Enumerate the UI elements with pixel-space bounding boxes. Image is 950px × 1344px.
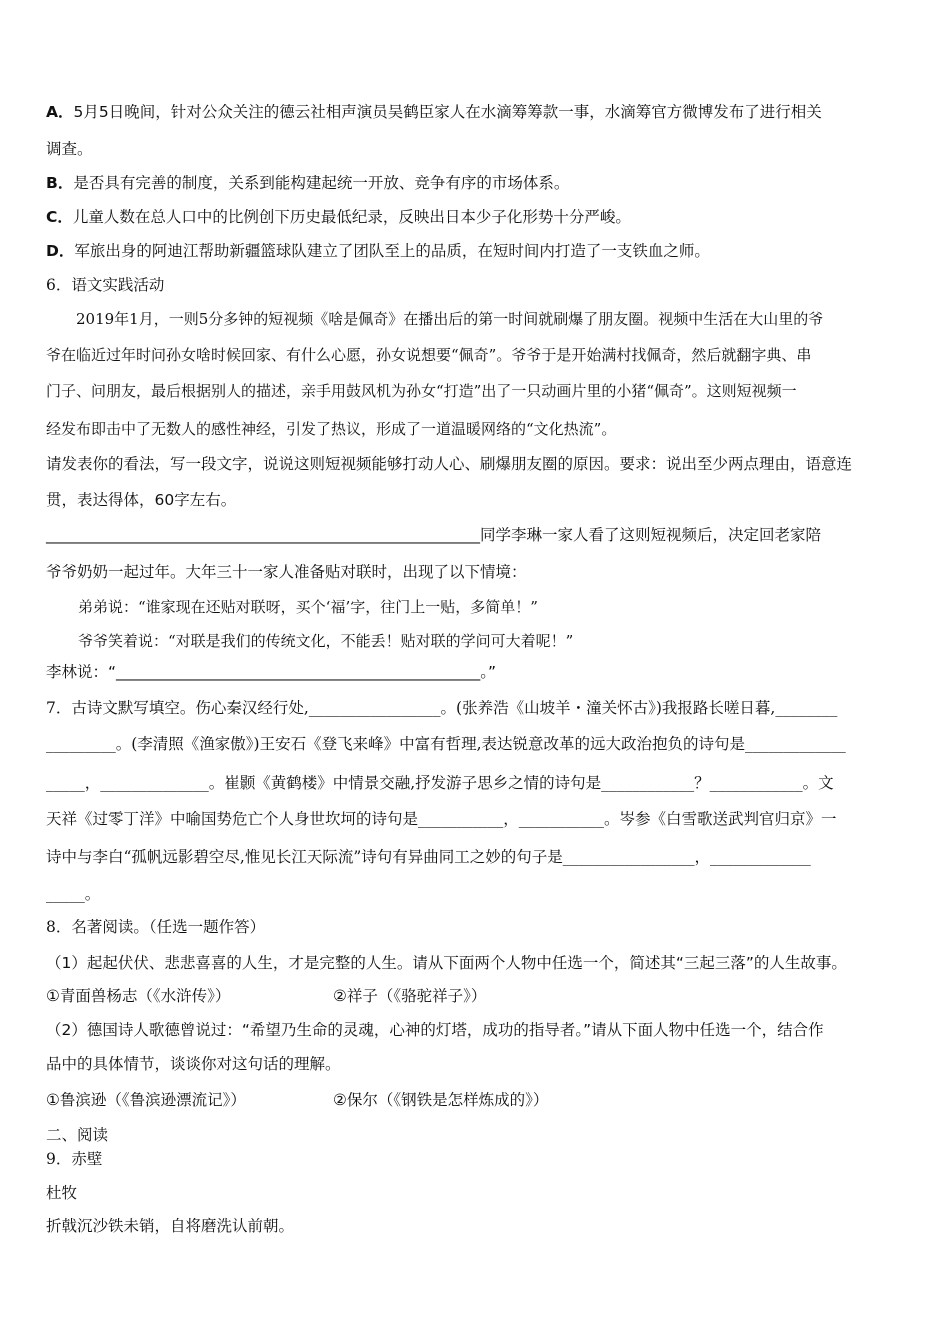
- q6-continuation: 爷爷奶奶一起过年。大年三十一家人准备贴对联时，出现了以下情境：: [46, 563, 527, 581]
- q6-passage-line3: 门子、问朋友，最后根据别人的描述，亲手用鼓风机为孙女“打造”出了一只动画片里的小猪“佩奇”。这则短视频一: [46, 382, 797, 400]
- q7-line3: _____，______________。崔颢《黄鹤楼》中情景交融,抒发游子思乡之情的诗句是____________？____________。文: [46, 774, 834, 792]
- q7-line5: 诗中与李白“孤帆远影碧空尽,惟见长江天际流”诗句有异曲同工之妙的句子是_________________，_____________: [46, 848, 811, 866]
- q5-option-a-label: A．: [46, 103, 74, 121]
- q5-option-c-text: 儿童人数在总人口中的比例创下历史最低纪录，反映出日本少子化形势十分严峻。: [72, 208, 631, 226]
- q6-grandpa-quote: 爷爷笑着说：“对联是我们的传统文化，不能丢！贴对联的学问可大着呢！”: [78, 632, 574, 650]
- q8-sub1-option2: ②祥子（《骆驼祥子》）: [333, 987, 487, 1005]
- q5-option-c: [46, 206, 631, 228]
- q8-sub2-line2: 品中的具体情节，谈谈你对这句话的理解。: [46, 1055, 341, 1073]
- q6-passage-line2: 爷在临近过年时问孙女啥时候回家、有什么心愿，孙女说想要“佩奇”。爷爷于是开始满村找佩奇，然后就翻字典、串: [46, 346, 812, 364]
- q7-line2: _________。(李清照《渔家傲》)王安石《登飞来峰》中富有哲理,表达锐意改革的远大政治抱负的诗句是_____________: [46, 735, 846, 753]
- q5-option-a-line1: [46, 101, 822, 123]
- q8-title: 8．名著阅读。（任选一题作答）: [46, 918, 266, 936]
- q6-passage-line1: 2019年1月，一则5分多钟的短视频《啥是佩奇》在播出后的第一时间就刷爆了朋友圈。视频中生活在大山里的爷: [76, 310, 824, 328]
- q5-option-d-label: D．: [46, 242, 75, 260]
- q5-option-c-label: C．: [46, 208, 73, 226]
- q5-option-b-label: B．: [46, 174, 74, 192]
- q9-title: 9．赤壁: [46, 1150, 103, 1168]
- poem-author: 杜牧: [46, 1184, 78, 1202]
- q6-passage-line4: 经发布即击中了无数人的感性神经，引发了热议，形成了一道温暖网络的“文化热流”。: [46, 420, 617, 438]
- q6-answer-blank-line: ________________________________________________________同学李琳一家人看了这则短视频后，决定回老家陪: [46, 526, 822, 544]
- q6-brother-quote: 弟弟说：“谁家现在还贴对联呀，买个‘福’字，往门上一贴，多简单！”: [78, 598, 538, 616]
- section-two-title: 二、阅读: [46, 1126, 109, 1144]
- q6-title: 6．语文实践活动: [46, 276, 165, 294]
- q8-sub2-option1: ①鲁滨逊（《鲁滨逊漂流记》）: [46, 1091, 246, 1109]
- q8-sub2-line1: （2）德国诗人歌德曾说过：“希望乃生命的灵魂，心神的灯塔，成功的指导者。”请从下面人物中任选一个，结合作: [46, 1021, 824, 1039]
- q7-line1: 7．古诗文默写填空。伤心秦汉经行处,_________________。(张养浩《山坡羊・潼关怀古》)我报路长嗟日暮,________: [46, 699, 838, 717]
- q5-option-d-text: 军旅出身的阿迪江帮助新疆篮球队建立了团队至上的品质，在短时间内打造了一支铁血之师。: [74, 242, 710, 260]
- q5-option-a-text: 5月5日晚间，针对公众关注的德云社相声演员吴鹤臣家人在水滴筹筹款一事，水滴筹官方微博发布了进行相关: [73, 103, 822, 121]
- q5-option-b-text: 是否具有完善的制度，关系到能构建起统一开放、竞争有序的市场体系。: [73, 174, 570, 192]
- q5-option-a-line2: 调查。: [46, 140, 93, 158]
- q7-line4: 天祥《过零丁洋》中喻国势危亡个人身世坎坷的诗句是___________，___________。岑参《白雪歌送武判官归京》一: [46, 810, 837, 828]
- q8-sub1-option1: ①青面兽杨志（《水浒传》）: [46, 987, 231, 1005]
- poem-verse1: 折戟沉沙铁未销，自将磨洗认前朝。: [46, 1217, 295, 1235]
- q8-sub2-option2: ②保尔（《钢铁是怎样炼成的》）: [333, 1091, 549, 1109]
- q5-option-d: [46, 240, 710, 262]
- q6-requirement-line1: 请发表你的看法，写一段文字，说说这则短视频能够打动人心、刷爆朋友圈的原因。要求：说出至少两点理由，语意连: [46, 455, 853, 473]
- q5-option-b: [46, 172, 569, 194]
- q8-sub1: （1）起起伏伏、悲悲喜喜的人生，才是完整的人生。请从下面两个人物中任选一个，简述其“三起三落”的人生故事。: [46, 954, 847, 972]
- q6-requirement-line2: 贯，表达得体，60字左右。: [46, 491, 237, 509]
- q6-lilin-answer: 李林说：“_______________________________________________。”: [46, 663, 497, 681]
- q7-line6: _____。: [46, 885, 101, 903]
